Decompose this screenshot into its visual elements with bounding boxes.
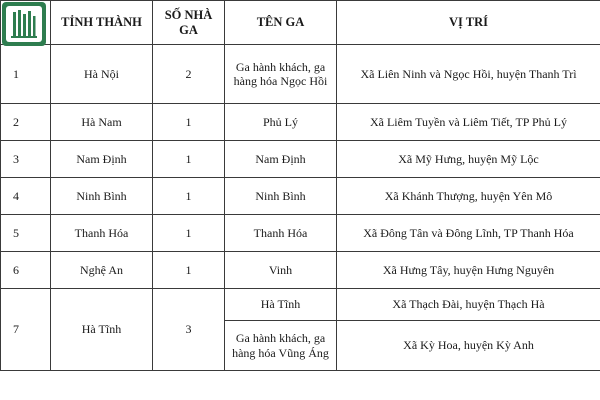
table-row xyxy=(1,215,600,252)
row-province: Nam Định xyxy=(51,141,153,178)
row-station-name: Vinh xyxy=(225,252,337,289)
row-index: 3 xyxy=(1,141,51,178)
table-row xyxy=(1,289,600,321)
building-logo-icon xyxy=(2,2,46,46)
row-index: 5 xyxy=(1,215,51,252)
row-province: Hà Nội xyxy=(51,45,153,104)
row-location: Xã Khánh Thượng, huyện Yên Mô xyxy=(337,178,600,215)
row-province: Hà Tĩnh xyxy=(51,289,153,371)
table-row xyxy=(1,178,600,215)
row-station-count: 1 xyxy=(153,104,225,141)
row-index: 7 xyxy=(1,289,51,371)
row-index: 4 xyxy=(1,178,51,215)
row-station-count: 1 xyxy=(153,141,225,178)
table-row xyxy=(1,104,600,141)
row-station-count: 1 xyxy=(153,178,225,215)
row-location: Xã Đông Tân và Đông Lĩnh, TP Thanh Hóa xyxy=(337,215,600,252)
header-province: TỈNH THÀNH xyxy=(51,1,153,45)
header-station-name: TÊN GA xyxy=(225,1,337,45)
header-row xyxy=(1,1,600,45)
row-station-name: Ga hành khách, ga hàng hóa Ngọc Hồi xyxy=(225,45,337,104)
row-station-count: 3 xyxy=(153,289,225,371)
row-province: Nghệ An xyxy=(51,252,153,289)
header-location: VỊ TRÍ xyxy=(337,1,600,45)
row-station-count: 1 xyxy=(153,215,225,252)
table-row xyxy=(1,45,600,104)
header-station-count: SỐ NHÀ GA xyxy=(153,1,225,45)
row-location: Xã Thạch Đài, huyện Thạch Hà xyxy=(337,289,600,321)
row-province: Thanh Hóa xyxy=(51,215,153,252)
row-station-name: Hà Tĩnh xyxy=(225,289,337,321)
row-station-name: Ga hành khách, ga hàng hóa Vũng Áng xyxy=(225,321,337,371)
row-location: Xã Hưng Tây, huyện Hưng Nguyên xyxy=(337,252,600,289)
table-row xyxy=(1,141,600,178)
row-index: 2 xyxy=(1,104,51,141)
row-station-count: 1 xyxy=(153,252,225,289)
row-station-count: 2 xyxy=(153,45,225,104)
row-location: Xã Liên Ninh và Ngọc Hồi, huyện Thanh Trì xyxy=(337,45,600,104)
row-province: Hà Nam xyxy=(51,104,153,141)
row-station-name: Nam Định xyxy=(225,141,337,178)
row-station-name: Ninh Bình xyxy=(225,178,337,215)
row-station-name: Phủ Lý xyxy=(225,104,337,141)
row-province: Ninh Bình xyxy=(51,178,153,215)
table-row xyxy=(1,252,600,289)
row-index: 6 xyxy=(1,252,51,289)
row-location: Xã Liêm Tuyền và Liêm Tiết, TP Phủ Lý xyxy=(337,104,600,141)
row-station-name: Thanh Hóa xyxy=(225,215,337,252)
row-location: Xã Mỹ Hưng, huyện Mỹ Lộc xyxy=(337,141,600,178)
row-index: 1 xyxy=(1,45,51,104)
row-location: Xã Kỳ Hoa, huyện Kỳ Anh xyxy=(337,321,600,371)
